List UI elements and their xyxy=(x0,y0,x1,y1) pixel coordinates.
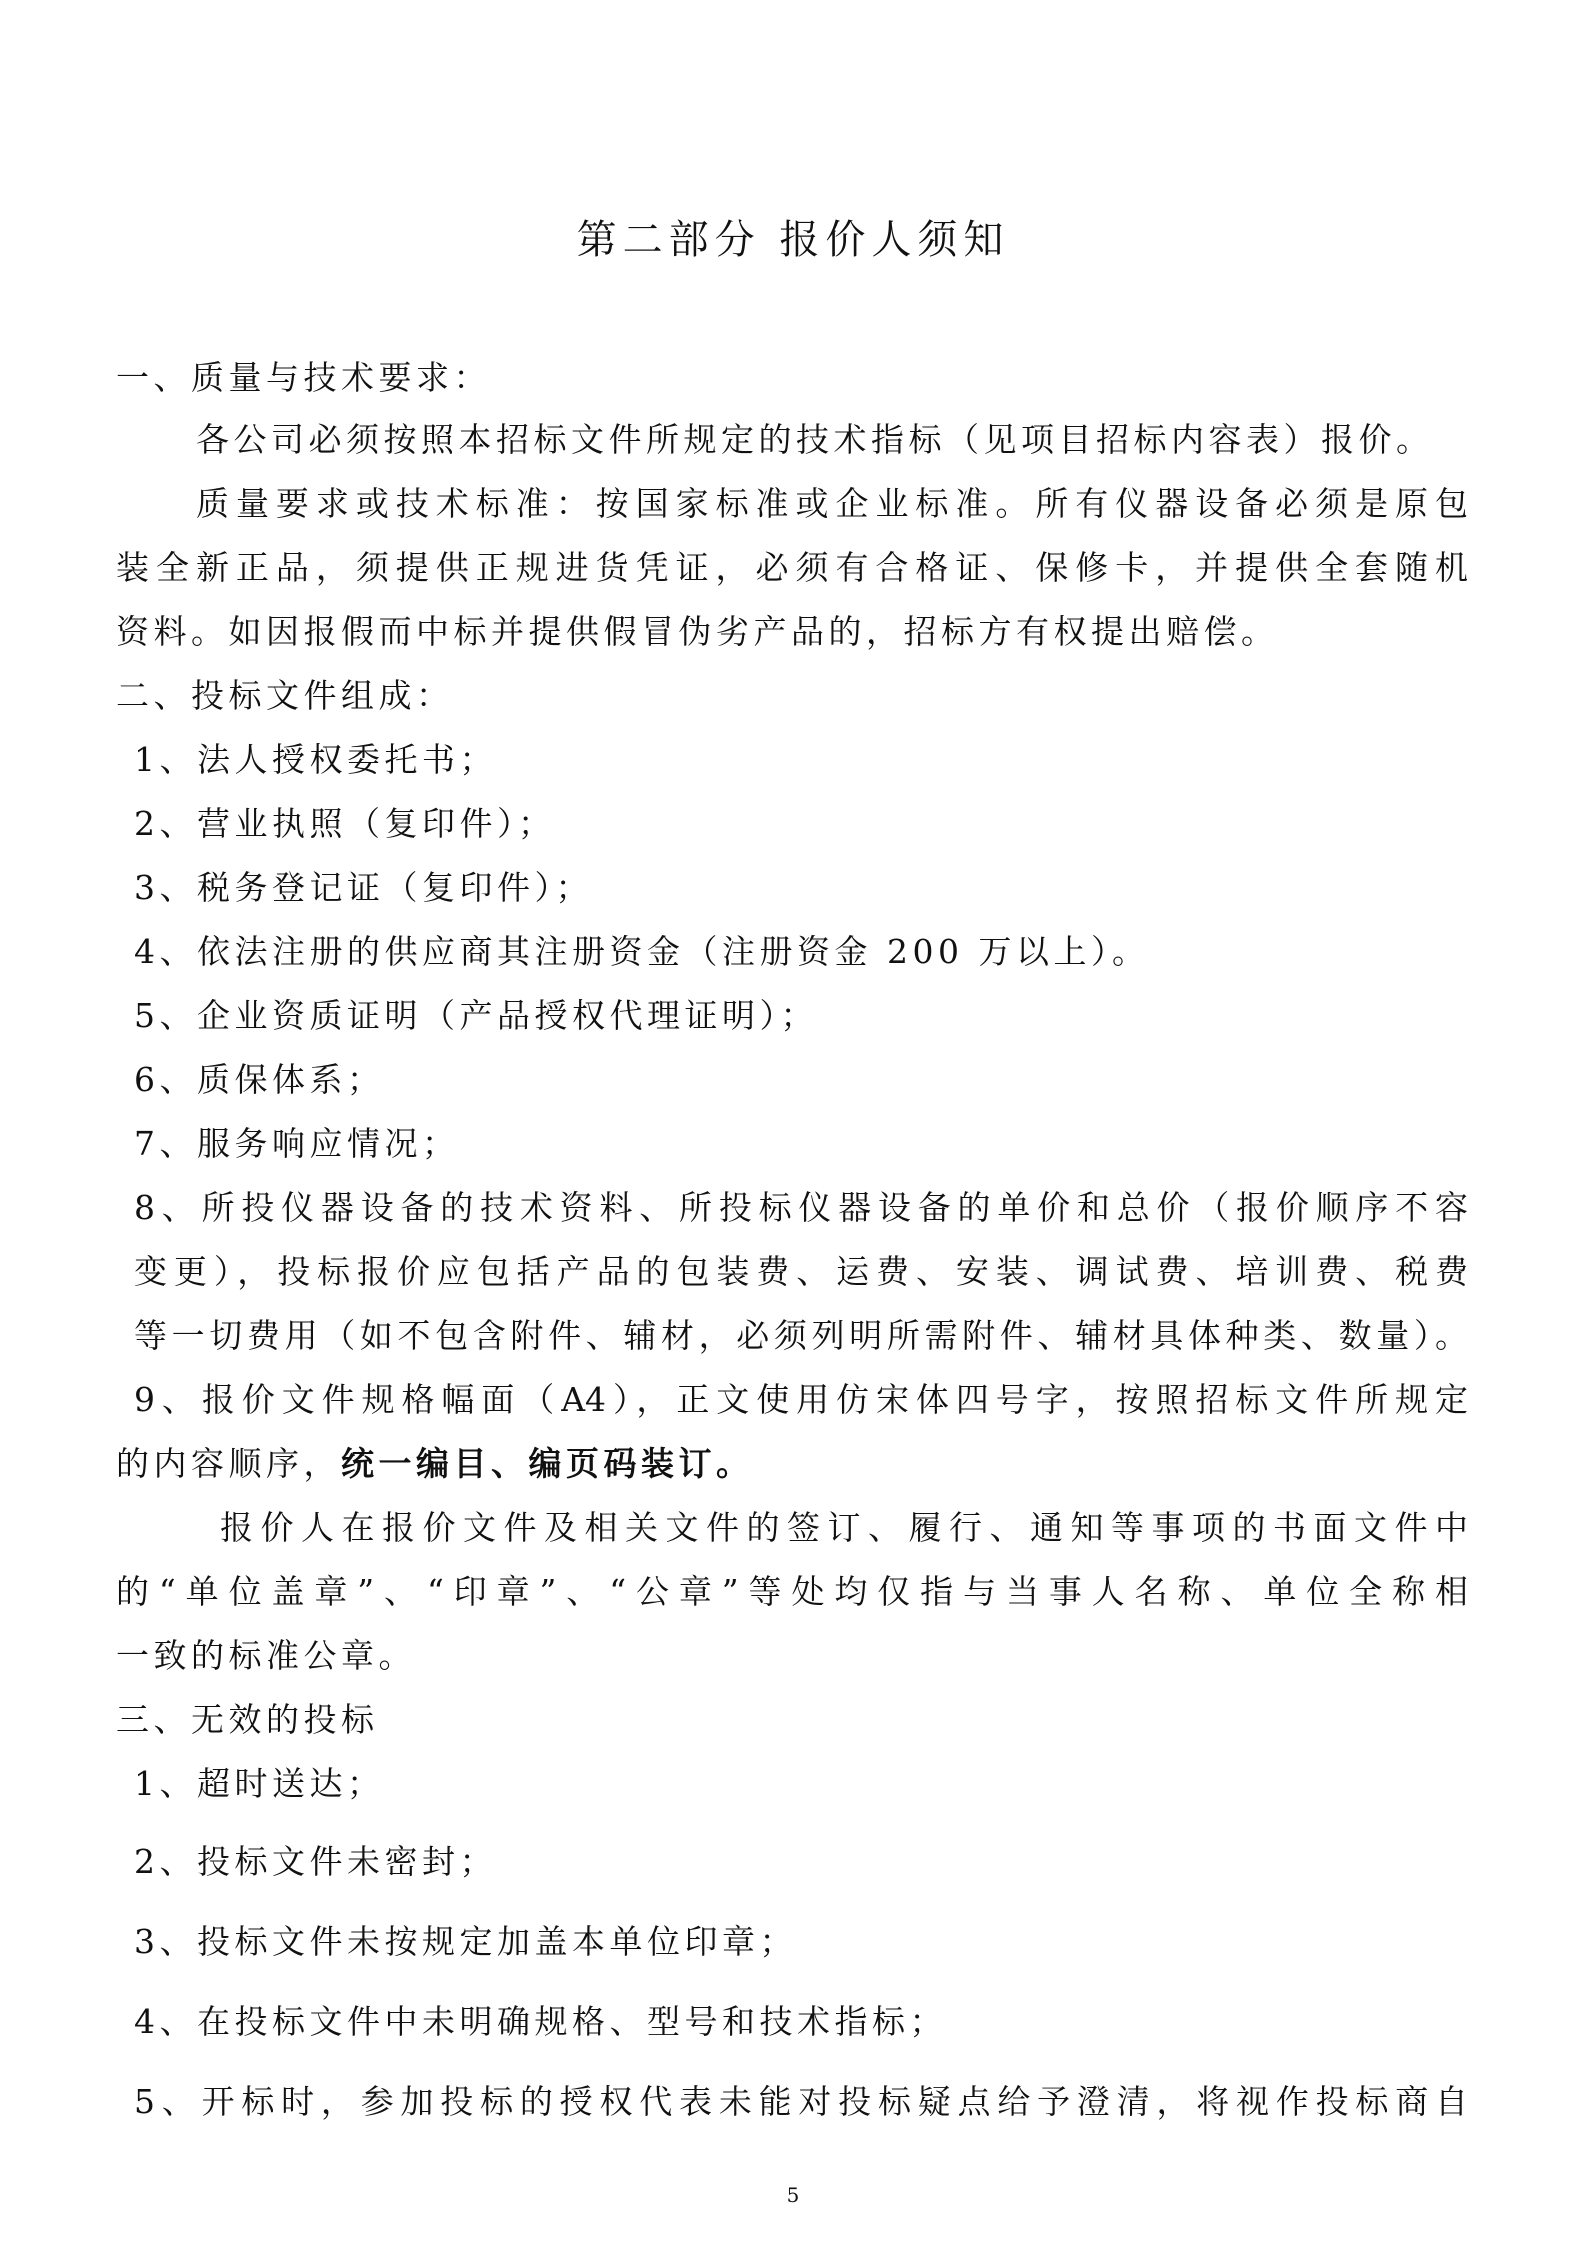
list-item-text: 等一切费用（如不包含附件、辅材，必须列明所需附件、辅材具体种类、数量）。 xyxy=(134,1316,1468,1355)
list-item-text: 8、所投仪器设备的技术资料、所投标仪器设备的单价和总价（报价顺序不容 xyxy=(134,1188,1468,1227)
list-item-text-run xyxy=(116,1442,754,1486)
list-item-text: 2、投标文件未密封； xyxy=(134,1842,497,1881)
list-item-text: 4、依法注册的供应商其注册资金（注册资金 200 万以上）。 xyxy=(134,932,1150,971)
paragraph-text: 装全新正品，须提供正规进货凭证，必须有合格证、保修卡，并提供全套随机 xyxy=(116,548,1468,587)
section-heading: 二、投标文件组成： xyxy=(116,676,454,715)
paragraph-text: 质量要求或技术标准：按国家标准或企业标准。所有仪器设备必须是原包 xyxy=(196,484,1468,523)
paragraph-text: 的“单位盖章”、“印章”、“公章”等处均仅指与当事人名称、单位全称相 xyxy=(116,1572,1468,1611)
list-item-text: 1、法人授权委托书； xyxy=(134,740,497,779)
page-title: 第二部分 报价人须知 xyxy=(576,217,1010,263)
list-item-text: 1、超时送达； xyxy=(134,1764,385,1803)
list-item-text: 5、开标时，参加投标的授权代表未能对投标疑点给予澄清，将视作投标商自 xyxy=(134,2082,1468,2121)
list-item-text: 变更），投标报价应包括产品的包装费、运费、安装、调试费、培训费、税费 xyxy=(134,1252,1468,1291)
paragraph-text: 报价人在报价文件及相关文件的签订、履行、通知等事项的书面文件中 xyxy=(220,1508,1468,1547)
paragraph-text: 各公司必须按照本招标文件所规定的技术指标（见项目招标内容表）报价。 xyxy=(196,420,1434,459)
section-heading: 一、质量与技术要求： xyxy=(116,358,491,397)
paragraph-text: 一致的标准公章。 xyxy=(116,1636,416,1675)
list-item-text: 2、营业执照（复印件）； xyxy=(134,804,556,843)
list-item-text: 7、服务响应情况； xyxy=(134,1124,460,1163)
list-item-text: 3、税务登记证（复印件）； xyxy=(134,868,593,907)
list-item-text: 6、质保体系； xyxy=(134,1060,385,1099)
paragraph-text: 资料。如因报假而中标并提供假冒伪劣产品的，招标方有权提出赔偿。 xyxy=(116,612,1279,651)
list-item-bold-text: 统一编目、编页码装订。 xyxy=(341,1444,754,1483)
list-item-text: 5、企业资质证明（产品授权代理证明）； xyxy=(134,996,818,1035)
list-item-text: 9、报价文件规格幅面（A4），正文使用仿宋体四号字，按照招标文件所规定 xyxy=(134,1380,1468,1419)
list-item-text: 3、投标文件未按规定加盖本单位印章； xyxy=(134,1922,797,1961)
list-item-text: 4、在投标文件中未明确规格、型号和技术指标； xyxy=(134,2002,947,2041)
list-item-text: 的内容顺序， xyxy=(116,1444,341,1483)
section-heading: 三、无效的投标 xyxy=(116,1700,379,1739)
page-number: 5 xyxy=(786,2183,800,2207)
